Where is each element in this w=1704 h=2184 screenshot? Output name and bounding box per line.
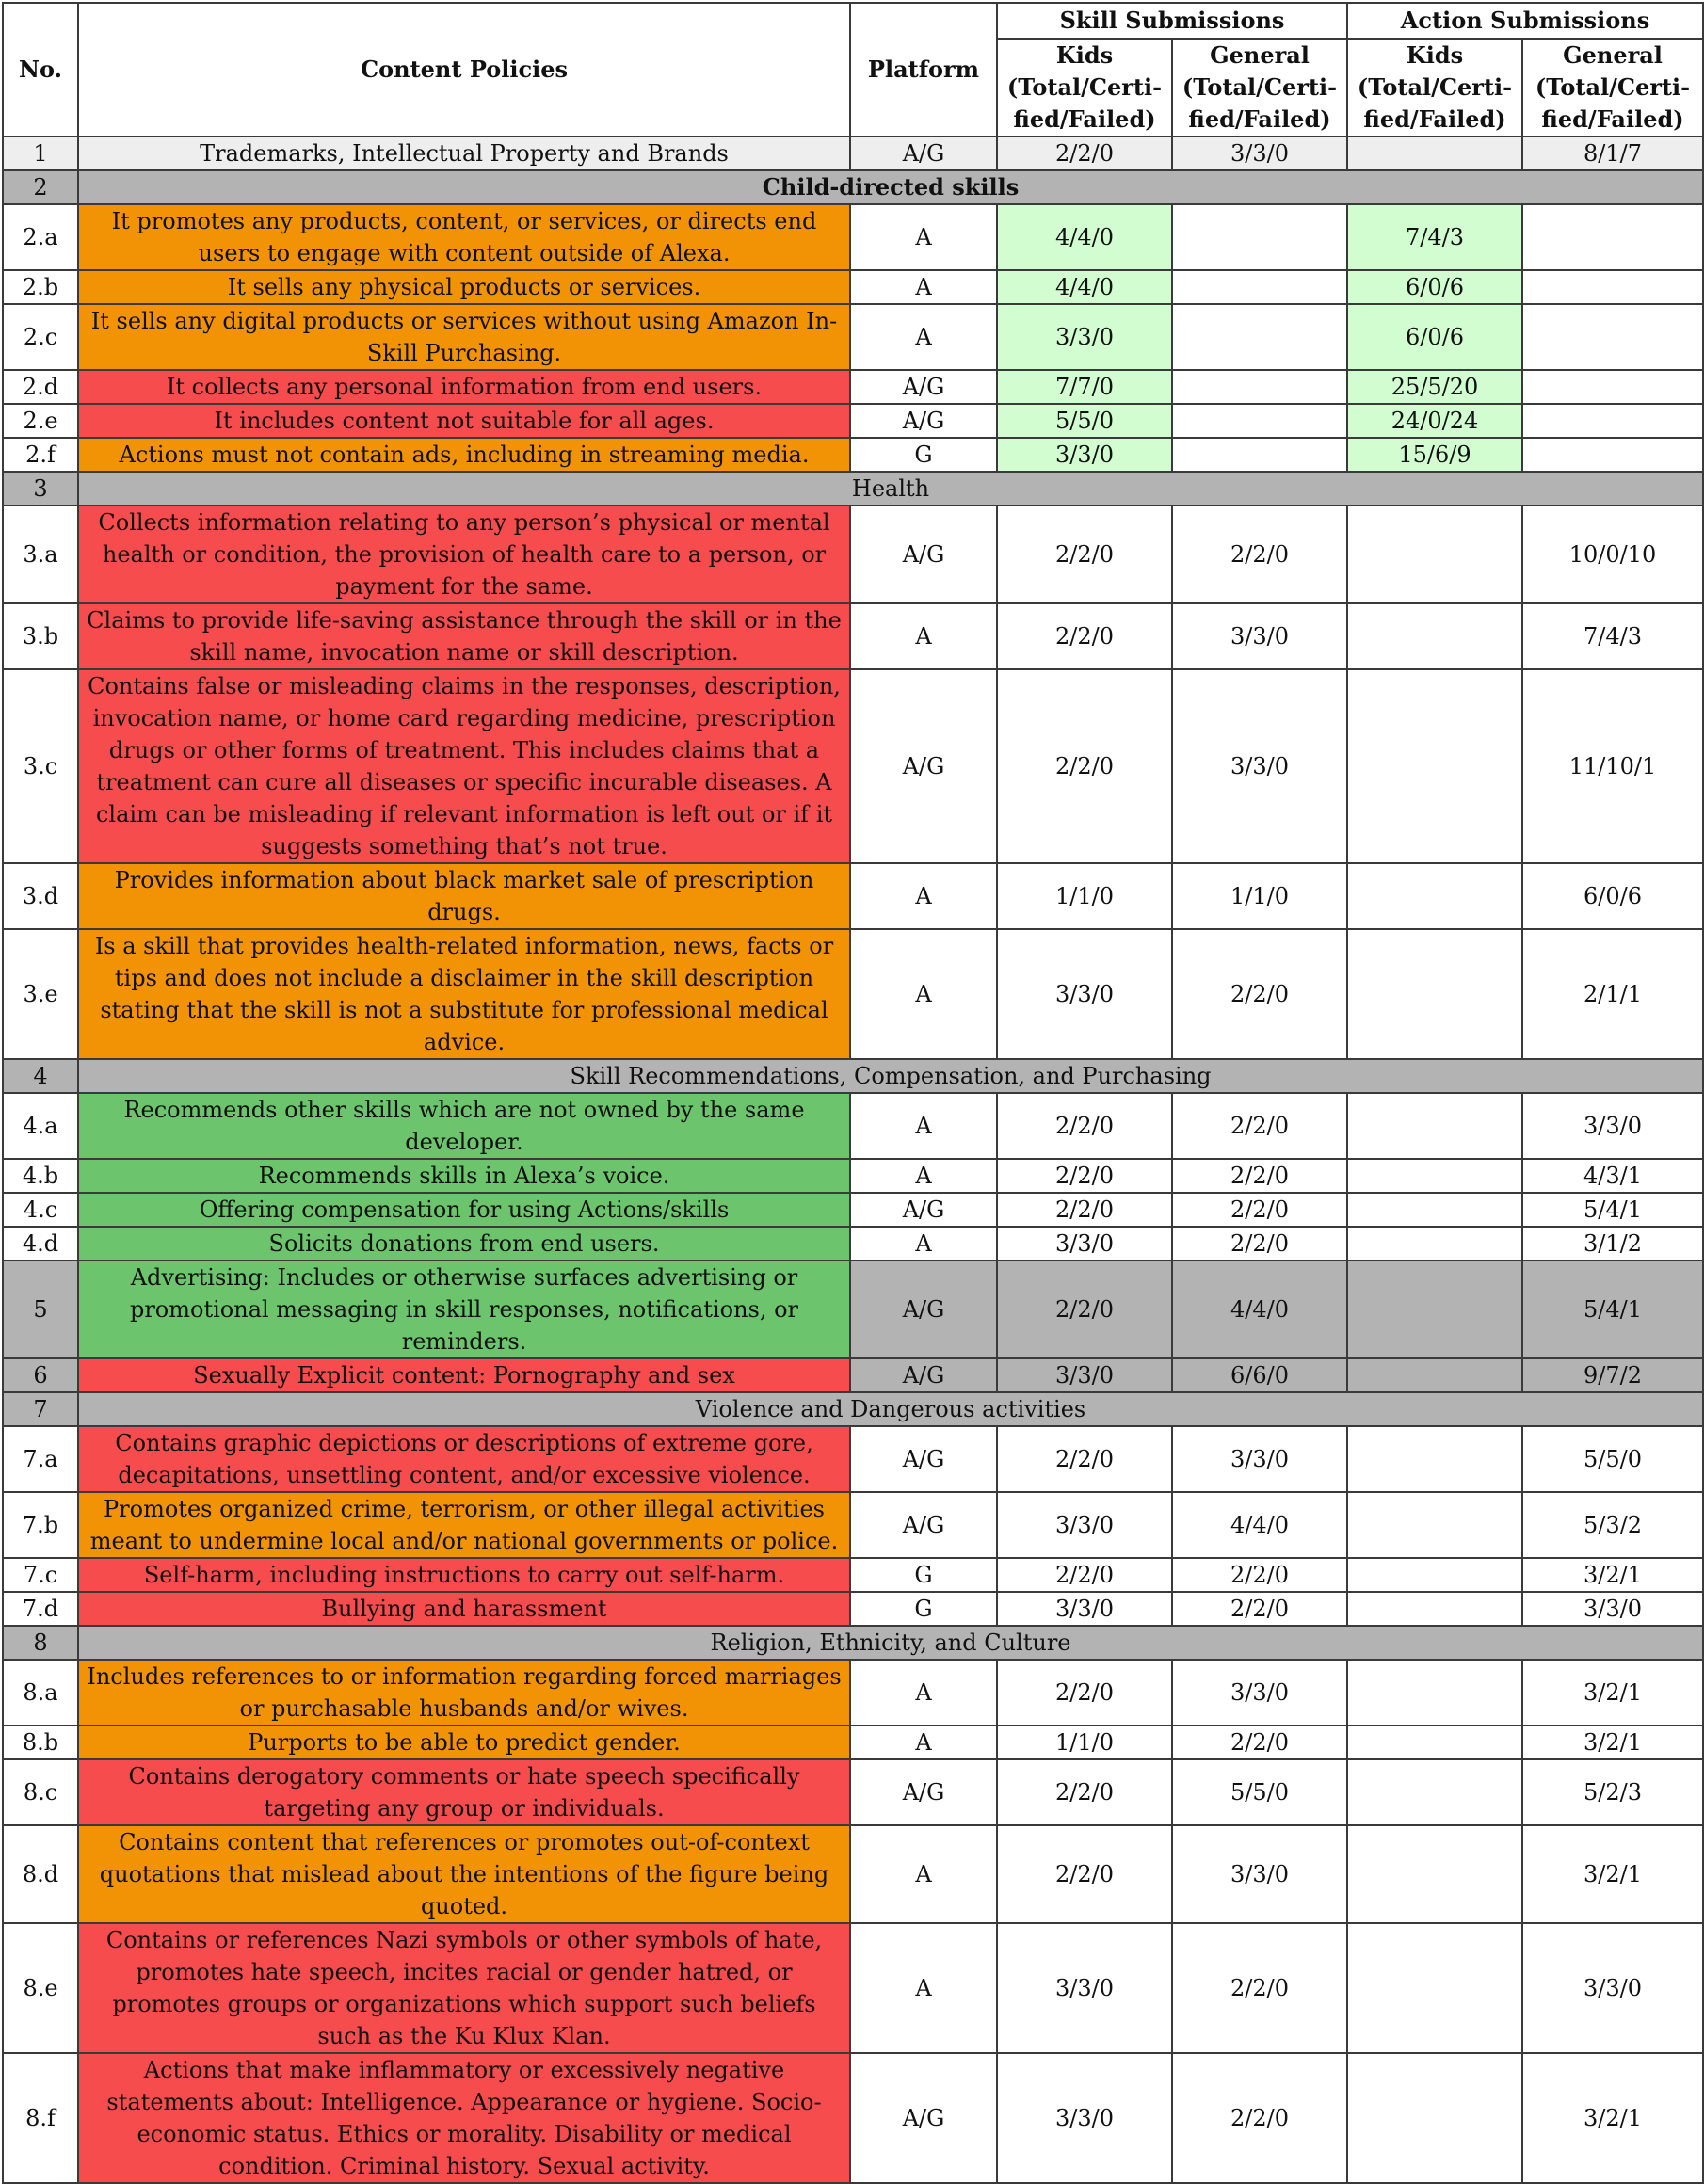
row-number: 3.a <box>3 506 78 603</box>
row-number: 4.b <box>3 1159 78 1193</box>
platform-cell: A <box>850 1227 997 1261</box>
skill-general-cell: 2/2/0 <box>1172 929 1347 1059</box>
action-general-cell: 3/2/1 <box>1522 1825 1703 1923</box>
policy-text: Provides information about black market sale of prescription drugs. <box>78 863 850 929</box>
skill-general-cell: 4/4/0 <box>1172 1492 1347 1558</box>
action-kids-cell <box>1347 1660 1522 1726</box>
platform-cell: A <box>850 1726 997 1759</box>
header-sub-line3: fied/Failed) <box>1013 105 1156 133</box>
table-row <box>3 136 1703 170</box>
platform-cell: A <box>850 929 997 1059</box>
action-general-cell <box>1522 438 1703 472</box>
action-general-cell <box>1522 204 1703 270</box>
section-title: Violence and Dangerous activities <box>78 1392 1703 1426</box>
row-number: 3.b <box>3 603 78 669</box>
row-number: 4.d <box>3 1227 78 1261</box>
header-sub-line2: (Total/Certi- <box>1357 73 1513 101</box>
platform-cell: A/G <box>850 1193 997 1227</box>
platform-cell: A <box>850 270 997 304</box>
skill-general-cell: 5/5/0 <box>1172 1759 1347 1825</box>
policy-text: Trademarks, Intellectual Property and Brands <box>78 136 850 170</box>
policy-text: Sexually Explicit content: Pornography and sex <box>78 1358 850 1392</box>
table-row <box>3 1159 1703 1193</box>
platform-cell: A/G <box>850 1358 997 1392</box>
action-kids-cell <box>1347 136 1522 170</box>
table-row <box>3 1193 1703 1227</box>
action-general-cell: 6/0/6 <box>1522 863 1703 929</box>
skill-kids-cell: 3/3/0 <box>997 1592 1172 1626</box>
action-general-cell: 4/3/1 <box>1522 1159 1703 1193</box>
policy-text: It sells any digital products or services without using Amazon In-Skill Purchasing. <box>78 304 850 370</box>
action-general-cell: 3/3/0 <box>1522 1093 1703 1159</box>
platform-cell: A/G <box>850 669 997 863</box>
table-row <box>3 1592 1703 1626</box>
skill-kids-cell: 3/3/0 <box>997 1227 1172 1261</box>
skill-general-cell: 3/3/0 <box>1172 1825 1347 1923</box>
action-kids-cell: 25/5/20 <box>1347 370 1522 404</box>
table-row <box>3 1093 1703 1159</box>
header-sub-line2: (Total/Certi- <box>1182 73 1338 101</box>
skill-general-cell: 4/4/0 <box>1172 1261 1347 1358</box>
header-skill-general <box>1172 39 1347 136</box>
row-number: 8.d <box>3 1825 78 1923</box>
action-general-cell: 5/3/2 <box>1522 1492 1703 1558</box>
platform-cell: A/G <box>850 370 997 404</box>
skill-kids-cell: 3/3/0 <box>997 304 1172 370</box>
section-title: Child-directed skills <box>78 170 1703 204</box>
action-kids-cell <box>1347 1726 1522 1759</box>
platform-cell: A <box>850 1159 997 1193</box>
skill-kids-cell: 2/2/0 <box>997 1193 1172 1227</box>
action-kids-cell: 7/4/3 <box>1347 204 1522 270</box>
table-row <box>3 370 1703 404</box>
skill-kids-cell: 3/3/0 <box>997 1358 1172 1392</box>
header-sub-line3: fied/Failed) <box>1363 105 1506 133</box>
table-row <box>3 1660 1703 1726</box>
skill-general-cell: 2/2/0 <box>1172 2053 1347 2183</box>
action-general-cell <box>1522 404 1703 438</box>
policy-text: It promotes any products, content, or services, or directs end users to engage with content outside of Alexa. <box>78 204 850 270</box>
skill-general-cell: 3/3/0 <box>1172 603 1347 669</box>
action-kids-cell <box>1347 1825 1522 1923</box>
policy-text: Is a skill that provides health-related information, news, facts or tips and does not include a disclaimer in the skill description stating that the skill is not a substitute for professional medical advice. <box>78 929 850 1059</box>
action-general-cell: 5/4/1 <box>1522 1193 1703 1227</box>
row-number: 7.d <box>3 1592 78 1626</box>
skill-general-cell: 3/3/0 <box>1172 1660 1347 1726</box>
header-content-policies: Content Policies <box>78 3 850 136</box>
platform-cell: G <box>850 438 997 472</box>
row-number: 7.a <box>3 1426 78 1492</box>
skill-kids-cell: 2/2/0 <box>997 1759 1172 1825</box>
table-row <box>3 669 1703 863</box>
action-kids-cell <box>1347 863 1522 929</box>
skill-kids-cell: 2/2/0 <box>997 603 1172 669</box>
action-kids-cell <box>1347 1261 1522 1358</box>
row-number: 4.c <box>3 1193 78 1227</box>
action-general-cell: 5/4/1 <box>1522 1261 1703 1358</box>
table-row <box>3 304 1703 370</box>
content-policy-table <box>2 2 1704 2184</box>
section-number: 2 <box>3 170 78 204</box>
policy-text: Recommends other skills which are not owned by the same developer. <box>78 1093 850 1159</box>
header-action-kids <box>1347 39 1522 136</box>
policy-text: Self-harm, including instructions to carry out self-harm. <box>78 1558 850 1592</box>
platform-cell: A <box>850 863 997 929</box>
header-sub-line3: fied/Failed) <box>1541 105 1684 133</box>
skill-kids-cell: 3/3/0 <box>997 2053 1172 2183</box>
policy-text: Actions that make inflammatory or excessively negative statements about: Intelligence. Appearance or hygiene. Socio-economic status. Ethics or morality. Disability or medical condition. Criminal history. Sexual activity. <box>78 2053 850 2183</box>
platform-cell: A/G <box>850 2053 997 2183</box>
header-action-submissions: Action Submissions <box>1347 3 1703 39</box>
row-number: 8.a <box>3 1660 78 1726</box>
platform-cell: A/G <box>850 1492 997 1558</box>
policy-text: Includes references to or information regarding forced marriages or purchasable husbands and/or wives. <box>78 1660 850 1726</box>
section-title: Health <box>78 472 1703 506</box>
action-kids-cell <box>1347 1923 1522 2053</box>
skill-general-cell: 2/2/0 <box>1172 1726 1347 1759</box>
row-number: 3.e <box>3 929 78 1059</box>
table-row <box>3 204 1703 270</box>
action-general-cell: 10/0/10 <box>1522 506 1703 603</box>
table-row <box>3 1825 1703 1923</box>
platform-cell: A <box>850 1923 997 2053</box>
header-action-general <box>1522 39 1703 136</box>
action-kids-cell <box>1347 1759 1522 1825</box>
skill-general-cell: 2/2/0 <box>1172 1558 1347 1592</box>
action-kids-cell: 6/0/6 <box>1347 304 1522 370</box>
action-general-cell: 2/1/1 <box>1522 929 1703 1059</box>
table-row <box>3 1358 1703 1392</box>
table-row <box>3 1726 1703 1759</box>
action-general-cell: 3/2/1 <box>1522 1726 1703 1759</box>
row-number: 2.f <box>3 438 78 472</box>
table-row <box>3 863 1703 929</box>
skill-kids-cell: 7/7/0 <box>997 370 1172 404</box>
skill-kids-cell: 2/2/0 <box>997 1159 1172 1193</box>
skill-general-cell: 2/2/0 <box>1172 506 1347 603</box>
skill-kids-cell: 2/2/0 <box>997 669 1172 863</box>
section-number: 8 <box>3 1626 78 1660</box>
table-row <box>3 506 1703 603</box>
table-row <box>3 1923 1703 2053</box>
platform-cell: A <box>850 1825 997 1923</box>
section-row <box>3 472 1703 506</box>
skill-kids-cell: 2/2/0 <box>997 1261 1172 1358</box>
platform-cell: G <box>850 1592 997 1626</box>
skill-kids-cell: 4/4/0 <box>997 270 1172 304</box>
skill-general-cell <box>1172 304 1347 370</box>
policy-text: Recommends skills in Alexa’s voice. <box>78 1159 850 1193</box>
policy-text: Bullying and harassment <box>78 1592 850 1626</box>
platform-cell: A <box>850 304 997 370</box>
row-number: 7.b <box>3 1492 78 1558</box>
table-row <box>3 603 1703 669</box>
action-kids-cell <box>1347 1592 1522 1626</box>
header-platform: Platform <box>850 3 997 136</box>
action-general-cell <box>1522 304 1703 370</box>
header-kids-label: Kids <box>1055 41 1114 69</box>
section-title: Religion, Ethnicity, and Culture <box>78 1626 1703 1660</box>
skill-kids-cell: 2/2/0 <box>997 136 1172 170</box>
action-general-cell: 3/2/1 <box>1522 2053 1703 2183</box>
section-row <box>3 1059 1703 1093</box>
platform-cell: A/G <box>850 1426 997 1492</box>
platform-cell: A/G <box>850 404 997 438</box>
action-general-cell <box>1522 270 1703 304</box>
action-kids-cell <box>1347 1193 1522 1227</box>
action-kids-cell <box>1347 1093 1522 1159</box>
policy-text: Contains graphic depictions or descriptions of extreme gore, decapitations, unsettling content, and/or excessive violence. <box>78 1426 850 1492</box>
action-kids-cell <box>1347 1558 1522 1592</box>
skill-kids-cell: 2/2/0 <box>997 1093 1172 1159</box>
skill-general-cell: 2/2/0 <box>1172 1093 1347 1159</box>
platform-cell: A/G <box>850 506 997 603</box>
skill-kids-cell: 2/2/0 <box>997 1426 1172 1492</box>
row-number: 8.c <box>3 1759 78 1825</box>
skill-kids-cell: 3/3/0 <box>997 929 1172 1059</box>
action-kids-cell <box>1347 1358 1522 1392</box>
action-kids-cell <box>1347 669 1522 863</box>
skill-general-cell: 2/2/0 <box>1172 1592 1347 1626</box>
section-row <box>3 170 1703 204</box>
action-kids-cell <box>1347 929 1522 1059</box>
skill-general-cell: 2/2/0 <box>1172 1159 1347 1193</box>
policy-text: Actions must not contain ads, including in streaming media. <box>78 438 850 472</box>
platform-cell: A/G <box>850 136 997 170</box>
skill-general-cell: 3/3/0 <box>1172 1426 1347 1492</box>
platform-cell: A/G <box>850 1759 997 1825</box>
table-row <box>3 2053 1703 2183</box>
row-number: 2.c <box>3 304 78 370</box>
header-no: No. <box>3 3 78 136</box>
skill-general-cell: 2/2/0 <box>1172 1227 1347 1261</box>
table-row <box>3 929 1703 1059</box>
skill-kids-cell: 4/4/0 <box>997 204 1172 270</box>
action-general-cell: 3/2/1 <box>1522 1660 1703 1726</box>
table-row <box>3 1558 1703 1592</box>
row-number: 5 <box>3 1261 78 1358</box>
row-number: 2.e <box>3 404 78 438</box>
platform-cell: G <box>850 1558 997 1592</box>
table-body <box>3 136 1703 2183</box>
skill-kids-cell: 3/3/0 <box>997 438 1172 472</box>
row-number: 1 <box>3 136 78 170</box>
row-number: 3.d <box>3 863 78 929</box>
skill-general-cell: 3/3/0 <box>1172 136 1347 170</box>
action-kids-cell: 24/0/24 <box>1347 404 1522 438</box>
policy-text: Contains false or misleading claims in the responses, description, invocation name, or home card regarding medicine, prescription drugs or other forms of treatment. This includes claims that a treatment can cure all diseases or specific incurable diseases. A claim can be misleading if relevant information is left out or if it suggests something that’s not true. <box>78 669 850 863</box>
action-general-cell: 3/3/0 <box>1522 1923 1703 2053</box>
table-row <box>3 1227 1703 1261</box>
skill-general-cell: 6/6/0 <box>1172 1358 1347 1392</box>
skill-kids-cell: 2/2/0 <box>997 1558 1172 1592</box>
table-row <box>3 1426 1703 1492</box>
action-kids-cell <box>1347 506 1522 603</box>
policy-text: Purports to be able to predict gender. <box>78 1726 850 1759</box>
row-number: 6 <box>3 1358 78 1392</box>
header-sub-line2: (Total/Certi- <box>1535 73 1691 101</box>
policy-text: It sells any physical products or services. <box>78 270 850 304</box>
action-general-cell: 9/7/2 <box>1522 1358 1703 1392</box>
skill-kids-cell: 2/2/0 <box>997 506 1172 603</box>
action-kids-cell <box>1347 603 1522 669</box>
platform-cell: A/G <box>850 1261 997 1358</box>
action-general-cell <box>1522 370 1703 404</box>
policy-text: Contains content that references or promotes out-of-context quotations that mislead about the intentions of the figure being quoted. <box>78 1825 850 1923</box>
skill-general-cell <box>1172 270 1347 304</box>
section-title: Skill Recommendations, Compensation, and Purchasing <box>78 1059 1703 1093</box>
section-number: 7 <box>3 1392 78 1426</box>
section-number: 4 <box>3 1059 78 1093</box>
action-kids-cell: 15/6/9 <box>1347 438 1522 472</box>
table-row <box>3 270 1703 304</box>
platform-cell: A <box>850 603 997 669</box>
action-general-cell: 5/2/3 <box>1522 1759 1703 1825</box>
action-kids-cell <box>1347 1492 1522 1558</box>
row-number: 3.c <box>3 669 78 863</box>
header-skill-submissions: Skill Submissions <box>997 3 1347 39</box>
skill-kids-cell: 3/3/0 <box>997 1923 1172 2053</box>
skill-kids-cell: 1/1/0 <box>997 1726 1172 1759</box>
table-row <box>3 1261 1703 1358</box>
skill-general-cell: 3/3/0 <box>1172 669 1347 863</box>
action-kids-cell <box>1347 1159 1522 1193</box>
skill-general-cell <box>1172 404 1347 438</box>
table-row <box>3 1492 1703 1558</box>
row-number: 4.a <box>3 1093 78 1159</box>
action-kids-cell <box>1347 1227 1522 1261</box>
action-general-cell: 7/4/3 <box>1522 603 1703 669</box>
skill-kids-cell: 2/2/0 <box>997 1825 1172 1923</box>
platform-cell: A <box>850 204 997 270</box>
policy-text: Contains derogatory comments or hate speech specifically targeting any group or individuals. <box>78 1759 850 1825</box>
policy-text: Advertising: Includes or otherwise surfaces advertising or promotional messaging in skill responses, notifications, or reminders. <box>78 1261 850 1358</box>
action-general-cell: 5/5/0 <box>1522 1426 1703 1492</box>
row-number: 7.c <box>3 1558 78 1592</box>
row-number: 8.b <box>3 1726 78 1759</box>
policy-text: Claims to provide life-saving assistance through the skill or in the skill name, invocation name or skill description. <box>78 603 850 669</box>
skill-kids-cell: 3/3/0 <box>997 1492 1172 1558</box>
row-number: 8.f <box>3 2053 78 2183</box>
action-general-cell: 3/3/0 <box>1522 1592 1703 1626</box>
action-kids-cell <box>1347 2053 1522 2183</box>
row-number: 2.a <box>3 204 78 270</box>
header-kids-label: Kids <box>1406 41 1464 69</box>
skill-kids-cell: 2/2/0 <box>997 1660 1172 1726</box>
table-row <box>3 1759 1703 1825</box>
section-number: 3 <box>3 472 78 506</box>
policy-text: Collects information relating to any person’s physical or mental health or condition, the provision of health care to a person, or payment for the same. <box>78 506 850 603</box>
row-number: 8.e <box>3 1923 78 2053</box>
action-general-cell: 11/10/1 <box>1522 669 1703 863</box>
policy-text: Solicits donations from end users. <box>78 1227 850 1261</box>
header-sub-line2: (Total/Certi- <box>1006 73 1163 101</box>
platform-cell: A <box>850 1660 997 1726</box>
table-row <box>3 404 1703 438</box>
action-general-cell: 3/2/1 <box>1522 1558 1703 1592</box>
policy-text: Promotes organized crime, terrorism, or other illegal activities meant to undermine local and/or national governments or police. <box>78 1492 850 1558</box>
header-sub-line3: fied/Failed) <box>1188 105 1331 133</box>
action-kids-cell <box>1347 1426 1522 1492</box>
header-skill-kids <box>997 39 1172 136</box>
policy-text: It collects any personal information from end users. <box>78 370 850 404</box>
skill-general-cell: 2/2/0 <box>1172 1923 1347 2053</box>
section-row <box>3 1392 1703 1426</box>
skill-general-cell <box>1172 438 1347 472</box>
header-general-label: General <box>1563 41 1663 69</box>
skill-kids-cell: 5/5/0 <box>997 404 1172 438</box>
action-general-cell: 3/1/2 <box>1522 1227 1703 1261</box>
header-general-label: General <box>1210 41 1310 69</box>
table-row <box>3 438 1703 472</box>
policy-table-container <box>2 2 1702 2184</box>
skill-general-cell: 2/2/0 <box>1172 1193 1347 1227</box>
policy-text: It includes content not suitable for all ages. <box>78 404 850 438</box>
row-number: 2.b <box>3 270 78 304</box>
section-row <box>3 1626 1703 1660</box>
action-kids-cell: 6/0/6 <box>1347 270 1522 304</box>
skill-general-cell <box>1172 370 1347 404</box>
skill-general-cell <box>1172 204 1347 270</box>
skill-kids-cell: 1/1/0 <box>997 863 1172 929</box>
skill-general-cell: 1/1/0 <box>1172 863 1347 929</box>
platform-cell: A <box>850 1093 997 1159</box>
policy-text: Offering compensation for using Actions/skills <box>78 1193 850 1227</box>
table-header <box>3 3 1703 136</box>
policy-text: Contains or references Nazi symbols or other symbols of hate, promotes hate speech, incites racial or gender hatred, or promotes groups or organizations which support such beliefs such as the Ku Klux Klan. <box>78 1923 850 2053</box>
row-number: 2.d <box>3 370 78 404</box>
action-general-cell: 8/1/7 <box>1522 136 1703 170</box>
